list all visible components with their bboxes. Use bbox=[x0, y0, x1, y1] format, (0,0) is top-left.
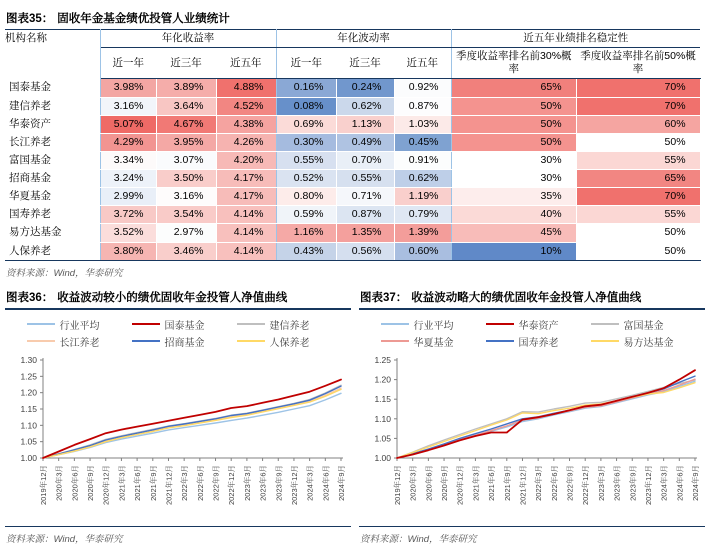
series-line-人保养老 bbox=[43, 389, 341, 458]
metric-cell: 4.17% bbox=[216, 170, 276, 188]
figure37-bottom-rule bbox=[359, 526, 705, 527]
metric-cell: 1.13% bbox=[336, 115, 394, 133]
table-row bbox=[5, 79, 700, 97]
metric-cell: 3.34% bbox=[100, 151, 156, 169]
institution-name: 易方达基金 bbox=[5, 224, 100, 242]
metric-cell: 0.62% bbox=[394, 170, 451, 188]
col-header-vol-3y: 近三年 bbox=[336, 48, 394, 79]
legend-label: 国寿养老 bbox=[518, 337, 559, 349]
metric-cell: 4.17% bbox=[216, 188, 276, 206]
legend-label: 易方达基金 bbox=[623, 337, 674, 349]
x-tick-label: 2019年12月 bbox=[39, 464, 48, 505]
metric-cell: 3.52% bbox=[100, 224, 156, 242]
x-tick-label: 2023年6月 bbox=[612, 464, 622, 501]
legend-label: 建信养老 bbox=[269, 320, 310, 332]
metric-cell: 65% bbox=[451, 79, 576, 97]
metric-cell: 50% bbox=[451, 115, 576, 133]
metric-cell: 1.03% bbox=[394, 115, 451, 133]
x-tick-label: 2020年9月 bbox=[440, 464, 450, 501]
metric-cell: 70% bbox=[576, 97, 700, 115]
legend-line-swatch bbox=[27, 323, 55, 325]
institution-name: 华夏基金 bbox=[5, 188, 100, 206]
performance-table bbox=[5, 29, 701, 261]
metric-cell: 0.62% bbox=[336, 97, 394, 115]
legend-item bbox=[375, 316, 480, 333]
legend-line-swatch bbox=[27, 340, 55, 342]
metric-cell: 3.50% bbox=[156, 170, 216, 188]
legend-label: 行业平均 bbox=[59, 320, 100, 332]
x-tick-label: 2020年6月 bbox=[424, 464, 434, 501]
legend-label: 人保养老 bbox=[269, 337, 310, 349]
table-row bbox=[5, 188, 700, 206]
figure36-title-rule bbox=[5, 308, 351, 310]
x-tick-label: 2023年12月 bbox=[289, 464, 299, 505]
legend-item bbox=[126, 333, 231, 350]
metric-cell: 1.35% bbox=[336, 224, 394, 242]
metric-cell: 1.19% bbox=[394, 188, 451, 206]
institution-name: 华泰资产 bbox=[5, 115, 100, 133]
x-tick-label: 2021年6月 bbox=[133, 464, 143, 501]
x-tick-label: 2022年9月 bbox=[211, 464, 221, 501]
metric-cell: 3.95% bbox=[156, 133, 216, 151]
y-tick-label: 1.25 bbox=[374, 354, 391, 365]
figure37-netvalue-chart bbox=[359, 352, 705, 526]
metric-cell: 4.88% bbox=[216, 79, 276, 97]
table-row bbox=[5, 97, 700, 115]
metric-cell: 0.55% bbox=[336, 170, 394, 188]
x-tick-label: 2022年6月 bbox=[195, 464, 205, 501]
table-row bbox=[5, 151, 700, 169]
institution-name: 建信养老 bbox=[5, 97, 100, 115]
metric-cell: 0.60% bbox=[394, 242, 451, 260]
metric-cell: 3.72% bbox=[100, 206, 156, 224]
col-header-return-3y: 近三年 bbox=[156, 48, 216, 79]
metric-cell: 0.70% bbox=[336, 151, 394, 169]
x-tick-label: 2022年12月 bbox=[581, 464, 591, 505]
metric-cell: 0.79% bbox=[394, 206, 451, 224]
col-group-annual-return: 年化收益率 bbox=[100, 30, 276, 48]
metric-cell: 70% bbox=[576, 79, 700, 97]
metric-cell: 2.97% bbox=[156, 224, 216, 242]
figure36-netvalue-chart bbox=[5, 352, 351, 526]
x-tick-label: 2023年9月 bbox=[274, 464, 284, 501]
metric-cell: 50% bbox=[576, 242, 700, 260]
institution-name: 长江养老 bbox=[5, 133, 100, 151]
y-tick-label: 1.20 bbox=[20, 387, 37, 398]
y-tick-label: 1.10 bbox=[374, 413, 391, 424]
y-tick-label: 1.15 bbox=[20, 403, 37, 414]
x-tick-label: 2024年6月 bbox=[675, 464, 685, 501]
figure37-title-row bbox=[359, 287, 705, 308]
metric-cell: 3.54% bbox=[156, 206, 216, 224]
x-tick-label: 2023年3月 bbox=[596, 464, 606, 501]
x-tick-label: 2024年3月 bbox=[305, 464, 315, 501]
legend-line-swatch bbox=[381, 340, 409, 342]
metric-cell: 0.87% bbox=[394, 97, 451, 115]
figure37-legend bbox=[359, 316, 705, 350]
x-tick-label: 2020年9月 bbox=[86, 464, 96, 501]
legend-line-swatch bbox=[132, 340, 160, 342]
metric-cell: 0.87% bbox=[336, 206, 394, 224]
col-header-top50-prob: 季度收益率排名前50%概率 bbox=[576, 48, 700, 79]
figure36-panel bbox=[5, 287, 351, 545]
metric-cell: 1.39% bbox=[394, 224, 451, 242]
table-row bbox=[5, 133, 700, 151]
col-header-return-5y: 近五年 bbox=[216, 48, 276, 79]
y-tick-label: 1.20 bbox=[374, 374, 391, 385]
figure36-title: 收益波动较小的绩优固收年金投管人净值曲线 bbox=[57, 291, 288, 304]
metric-cell: 4.52% bbox=[216, 97, 276, 115]
legend-line-swatch bbox=[486, 323, 514, 325]
figure37-title-rule bbox=[359, 308, 705, 310]
legend-item bbox=[375, 333, 480, 350]
legend-label: 华夏基金 bbox=[413, 337, 454, 349]
metric-cell: 70% bbox=[576, 188, 700, 206]
x-tick-label: 2022年3月 bbox=[534, 464, 544, 501]
legend-label: 华泰资产 bbox=[518, 320, 559, 332]
x-tick-label: 2024年9月 bbox=[337, 464, 346, 501]
metric-cell: 4.14% bbox=[216, 224, 276, 242]
metric-cell: 0.08% bbox=[276, 97, 336, 115]
table-row bbox=[5, 242, 700, 260]
metric-cell: 4.67% bbox=[156, 115, 216, 133]
metric-cell: 50% bbox=[451, 133, 576, 151]
legend-item bbox=[21, 316, 126, 333]
metric-cell: 0.45% bbox=[394, 133, 451, 151]
y-tick-label: 1.15 bbox=[374, 393, 391, 404]
metric-cell: 0.91% bbox=[394, 151, 451, 169]
y-tick-label: 1.30 bbox=[20, 354, 37, 365]
x-tick-label: 2023年3月 bbox=[242, 464, 252, 501]
metric-cell: 55% bbox=[576, 206, 700, 224]
metric-cell: 4.14% bbox=[216, 242, 276, 260]
x-tick-label: 2024年3月 bbox=[659, 464, 669, 501]
charts-row bbox=[5, 287, 700, 545]
metric-cell: 5.07% bbox=[100, 115, 156, 133]
metric-cell: 0.43% bbox=[276, 242, 336, 260]
metric-cell: 3.07% bbox=[156, 151, 216, 169]
col-header-vol-5y: 近五年 bbox=[394, 48, 451, 79]
figure36-legend bbox=[5, 316, 351, 350]
figure37-label: 图表37： bbox=[360, 291, 408, 304]
y-tick-label: 1.00 bbox=[374, 452, 391, 463]
table-row bbox=[5, 170, 700, 188]
x-tick-label: 2024年9月 bbox=[691, 464, 700, 501]
metric-cell: 10% bbox=[451, 242, 576, 260]
metric-cell: 1.16% bbox=[276, 224, 336, 242]
metric-cell: 3.16% bbox=[100, 97, 156, 115]
legend-item bbox=[480, 316, 585, 333]
metric-cell: 0.92% bbox=[394, 79, 451, 97]
x-tick-label: 2021年12月 bbox=[518, 464, 528, 505]
legend-label: 长江养老 bbox=[59, 337, 100, 349]
institution-name: 国泰基金 bbox=[5, 79, 100, 97]
metric-cell: 4.29% bbox=[100, 133, 156, 151]
metric-cell: 50% bbox=[576, 224, 700, 242]
legend-line-swatch bbox=[591, 323, 619, 325]
y-tick-label: 1.10 bbox=[20, 419, 37, 430]
figure36-bottom-rule bbox=[5, 526, 351, 527]
legend-line-swatch bbox=[381, 323, 409, 325]
legend-label: 招商基金 bbox=[164, 337, 205, 349]
x-tick-label: 2022年12月 bbox=[227, 464, 237, 505]
x-tick-label: 2020年3月 bbox=[54, 464, 64, 501]
figure37-title: 收益波动略大的绩优固收年金投管人净值曲线 bbox=[411, 291, 642, 304]
metric-cell: 0.56% bbox=[336, 242, 394, 260]
figure35-label: 图表35： bbox=[6, 13, 54, 25]
legend-line-swatch bbox=[132, 323, 160, 325]
col-header-institution: 机构名称 bbox=[5, 30, 100, 79]
x-tick-label: 2020年12月 bbox=[101, 464, 111, 505]
metric-cell: 3.46% bbox=[156, 242, 216, 260]
metric-cell: 3.89% bbox=[156, 79, 216, 97]
metric-cell: 3.24% bbox=[100, 170, 156, 188]
metric-cell: 0.59% bbox=[276, 206, 336, 224]
table-row bbox=[5, 115, 700, 133]
legend-label: 富国基金 bbox=[623, 320, 664, 332]
x-tick-label: 2020年12月 bbox=[455, 464, 465, 505]
figure35-source: 资料来源：Wind，华泰研究 bbox=[6, 267, 123, 279]
metric-cell: 0.49% bbox=[336, 133, 394, 151]
legend-item bbox=[126, 316, 231, 333]
legend-line-swatch bbox=[486, 340, 514, 342]
col-header-return-1y: 近一年 bbox=[100, 48, 156, 79]
metric-cell: 50% bbox=[451, 97, 576, 115]
metric-cell: 0.55% bbox=[276, 151, 336, 169]
x-tick-label: 2024年6月 bbox=[321, 464, 331, 501]
x-tick-label: 2022年9月 bbox=[565, 464, 575, 501]
x-tick-label: 2022年6月 bbox=[549, 464, 559, 501]
metric-cell: 4.14% bbox=[216, 206, 276, 224]
metric-cell: 30% bbox=[451, 170, 576, 188]
metric-cell: 65% bbox=[576, 170, 700, 188]
performance-table-body bbox=[5, 79, 700, 260]
metric-cell: 0.52% bbox=[276, 170, 336, 188]
legend-item bbox=[231, 316, 336, 333]
x-tick-label: 2022年3月 bbox=[180, 464, 190, 501]
legend-line-swatch bbox=[237, 340, 265, 342]
legend-item bbox=[21, 333, 126, 350]
metric-cell: 0.71% bbox=[336, 188, 394, 206]
legend-line-swatch bbox=[591, 340, 619, 342]
figure36-source: 资料来源：Wind，华泰研究 bbox=[6, 533, 123, 545]
metric-cell: 3.16% bbox=[156, 188, 216, 206]
metric-cell: 3.98% bbox=[100, 79, 156, 97]
x-tick-label: 2023年12月 bbox=[643, 464, 653, 505]
metric-cell: 3.80% bbox=[100, 242, 156, 260]
metric-cell: 0.69% bbox=[276, 115, 336, 133]
metric-cell: 0.24% bbox=[336, 79, 394, 97]
legend-line-swatch bbox=[237, 323, 265, 325]
metric-cell: 30% bbox=[451, 151, 576, 169]
metric-cell: 0.30% bbox=[276, 133, 336, 151]
legend-item bbox=[585, 316, 690, 333]
metric-cell: 2.99% bbox=[100, 188, 156, 206]
y-tick-label: 1.00 bbox=[20, 452, 37, 463]
figure37-source: 资料来源：Wind，华泰研究 bbox=[360, 533, 477, 545]
x-tick-label: 2020年6月 bbox=[70, 464, 80, 501]
x-tick-label: 2019年12月 bbox=[393, 464, 402, 505]
x-tick-label: 2020年3月 bbox=[408, 464, 418, 501]
metric-cell: 0.16% bbox=[276, 79, 336, 97]
metric-cell: 45% bbox=[451, 224, 576, 242]
institution-name: 人保养老 bbox=[5, 242, 100, 260]
institution-name: 招商基金 bbox=[5, 170, 100, 188]
x-tick-label: 2023年6月 bbox=[258, 464, 268, 501]
figure35-title: 固收年金基金绩优投管人业绩统计 bbox=[57, 13, 230, 25]
figure37-panel bbox=[359, 287, 705, 545]
metric-cell: 50% bbox=[576, 133, 700, 151]
y-tick-label: 1.25 bbox=[20, 370, 37, 381]
legend-item bbox=[585, 333, 690, 350]
table-row bbox=[5, 206, 700, 224]
figure35-title-row bbox=[5, 8, 695, 29]
legend-item bbox=[480, 333, 585, 350]
metric-cell: 4.38% bbox=[216, 115, 276, 133]
institution-name: 国寿养老 bbox=[5, 206, 100, 224]
col-header-top30-prob: 季度收益率排名前30%概率 bbox=[451, 48, 576, 79]
table-row bbox=[5, 224, 700, 242]
x-tick-label: 2021年9月 bbox=[502, 464, 512, 501]
legend-item bbox=[231, 333, 336, 350]
x-tick-label: 2023年9月 bbox=[628, 464, 638, 501]
metric-cell: 40% bbox=[451, 206, 576, 224]
legend-label: 国泰基金 bbox=[164, 320, 205, 332]
x-tick-label: 2021年3月 bbox=[117, 464, 127, 501]
institution-name: 富国基金 bbox=[5, 151, 100, 169]
metric-cell: 60% bbox=[576, 115, 700, 133]
x-tick-label: 2021年3月 bbox=[471, 464, 481, 501]
col-group-rank-stability: 近五年业绩排名稳定性 bbox=[451, 30, 700, 48]
legend-label: 行业平均 bbox=[413, 320, 454, 332]
metric-cell: 4.26% bbox=[216, 133, 276, 151]
col-header-vol-1y: 近一年 bbox=[276, 48, 336, 79]
y-tick-label: 1.05 bbox=[374, 433, 391, 444]
x-tick-label: 2021年9月 bbox=[148, 464, 158, 501]
metric-cell: 0.80% bbox=[276, 188, 336, 206]
x-tick-label: 2021年12月 bbox=[164, 464, 174, 505]
metric-cell: 3.64% bbox=[156, 97, 216, 115]
figure36-label: 图表36： bbox=[6, 291, 54, 304]
metric-cell: 35% bbox=[451, 188, 576, 206]
metric-cell: 4.20% bbox=[216, 151, 276, 169]
metric-cell: 55% bbox=[576, 151, 700, 169]
figure36-title-row bbox=[5, 287, 351, 308]
col-group-annual-volatility: 年化波动率 bbox=[276, 30, 451, 48]
y-tick-label: 1.05 bbox=[20, 436, 37, 447]
x-tick-label: 2021年6月 bbox=[487, 464, 497, 501]
